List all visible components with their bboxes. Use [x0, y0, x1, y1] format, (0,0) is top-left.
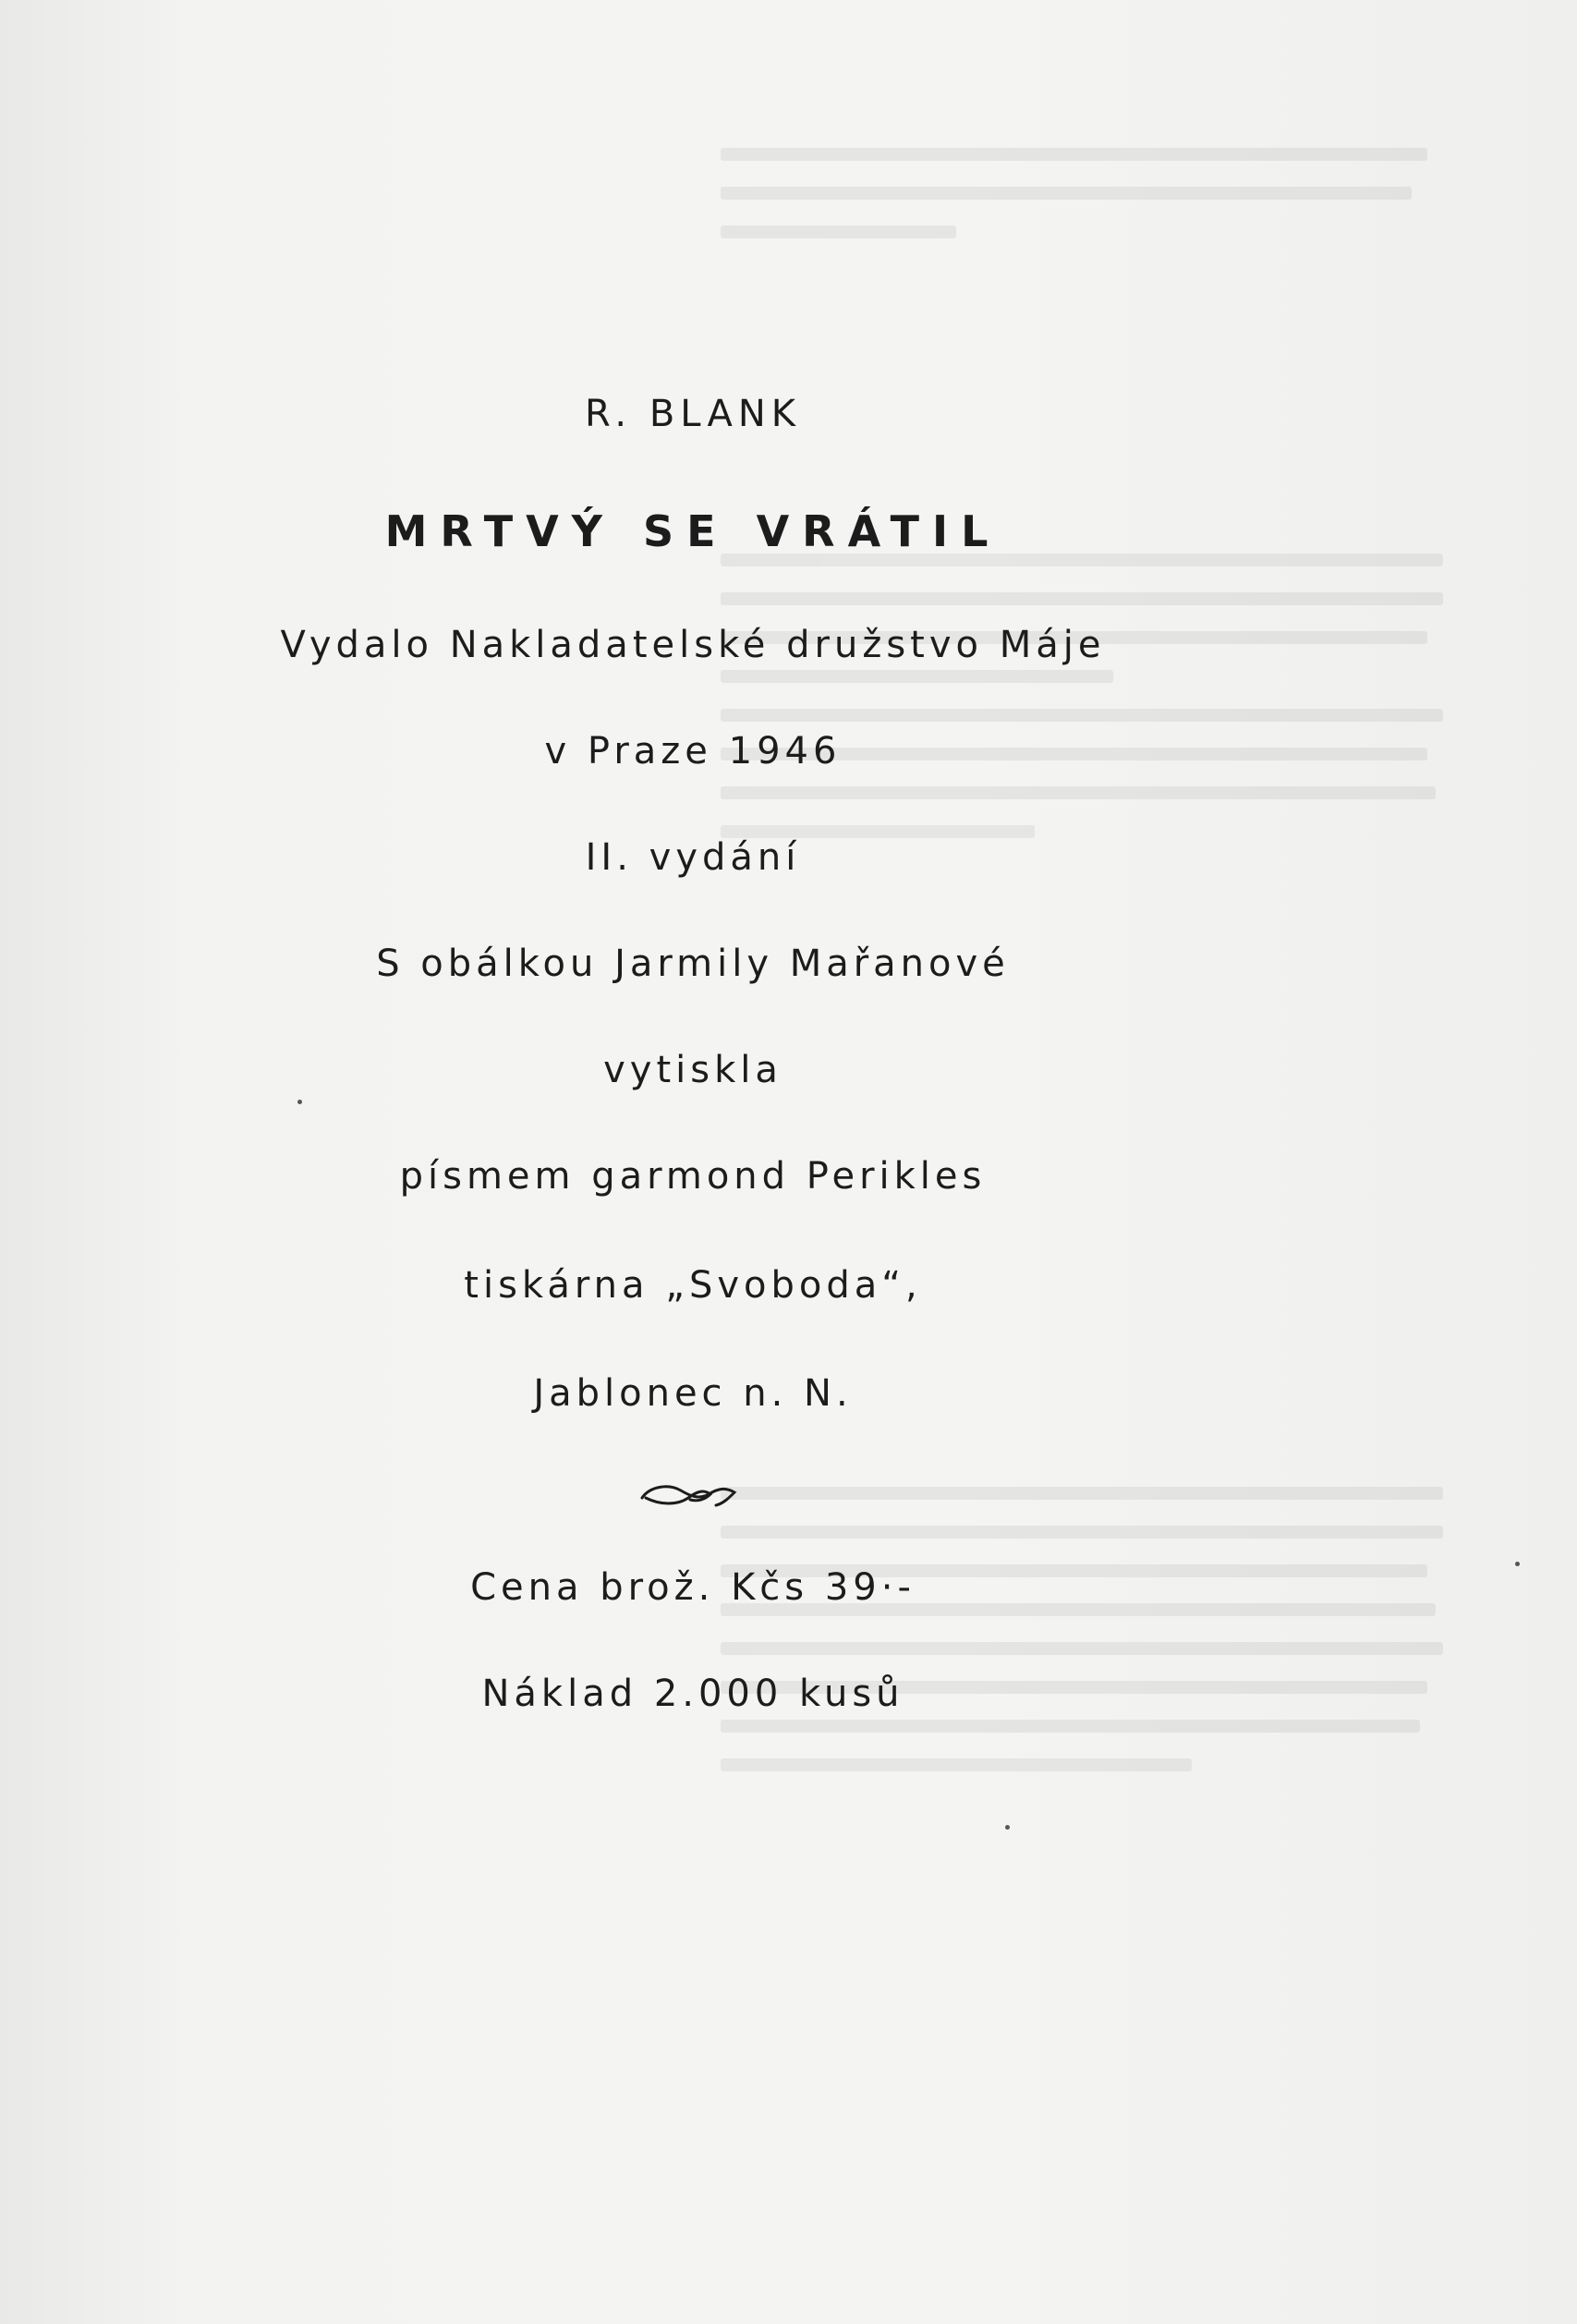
paper-speck	[297, 1100, 302, 1104]
cover-credit-line: S obálkou Jarmily Mařanové	[376, 943, 1010, 985]
edition-line: II. vydání	[585, 836, 801, 879]
publisher-line: Vydalo Nakladatelské družstvo Máje	[280, 624, 1106, 666]
printer-line: tiskárna „Svoboda“,	[464, 1264, 922, 1307]
swash-ornament-icon	[633, 1474, 744, 1511]
city-line: Jablonec n. N.	[533, 1372, 853, 1415]
paper-speck	[1005, 1825, 1010, 1830]
printed-by-line: vytiskla	[603, 1049, 782, 1091]
place-year-line: v Praze 1946	[544, 730, 842, 773]
author-name: R. BLANK	[585, 393, 801, 435]
typeface-line: písmem garmond Perikles	[399, 1155, 987, 1198]
paper-speck	[1515, 1562, 1520, 1566]
price-line: Cena brož. Kčs 39·-	[470, 1566, 916, 1609]
book-title: MRTVÝ SE VRÁTIL	[384, 506, 1001, 556]
print-run-line: Náklad 2.000 kusů	[481, 1673, 904, 1715]
